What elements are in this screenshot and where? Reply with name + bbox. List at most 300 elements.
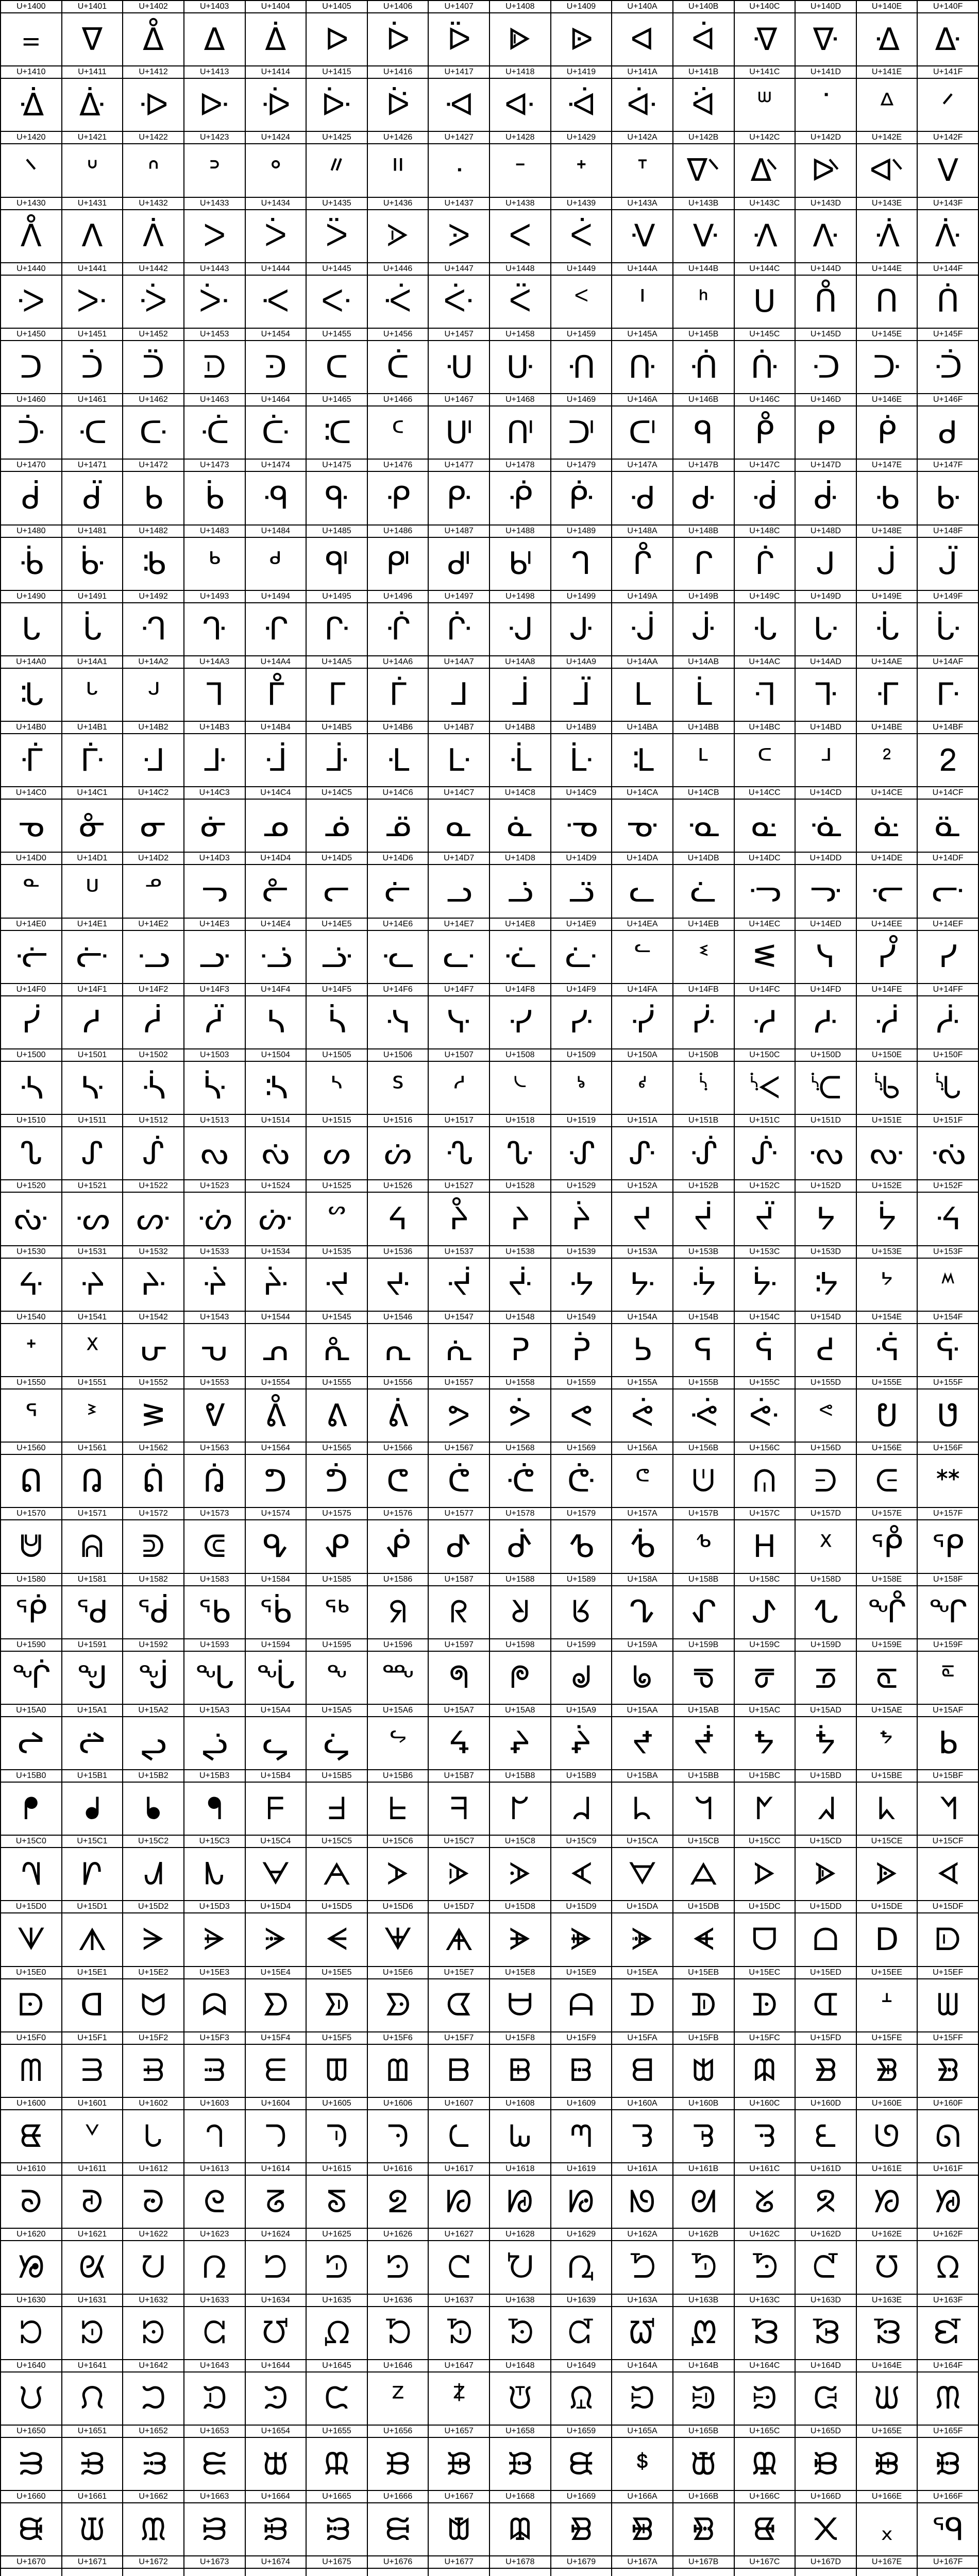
codepoint-label: U+14EC — [735, 919, 795, 931]
char-cell — [429, 2295, 490, 2360]
char-glyph: ᕵ — [324, 1528, 350, 1565]
codepoint-label: U+1502 — [123, 1049, 183, 1062]
char-cell — [62, 1, 124, 66]
char-glyph: ᙂ — [141, 2380, 166, 2417]
char-cell — [490, 329, 551, 394]
char-glyph: ᘘ — [507, 2183, 533, 2220]
codepoint-label: U+15DD — [796, 1901, 856, 1913]
char-cell — [490, 460, 551, 525]
codepoint-label: U+1569 — [551, 1443, 612, 1455]
char-cell — [429, 526, 490, 591]
char-glyph: ᖌ — [751, 1594, 778, 1631]
char-glyph — [612, 2569, 672, 2576]
char-glyph: ᖅ — [324, 1594, 350, 1631]
codepoint-label: U+1608 — [490, 2098, 550, 2110]
char-glyph: ᗀ — [21, 1856, 42, 1892]
char-glyph: ᕗ — [447, 1397, 470, 1434]
char-cell — [735, 853, 796, 918]
char-glyph: ᑡ — [77, 414, 107, 451]
char-cell — [796, 1115, 857, 1180]
char-cell — [123, 722, 184, 787]
codepoint-label: U+1507 — [429, 1049, 489, 1062]
codepoint-label: U+157E — [857, 1508, 917, 1520]
codepoint-label: U+145F — [918, 329, 978, 341]
char-glyph: ᑦ — [391, 414, 405, 451]
codepoint-label: U+1459 — [551, 329, 612, 341]
char-cell — [673, 1770, 735, 1836]
char-cell — [123, 1705, 184, 1770]
codepoint-label: U+144D — [796, 263, 856, 276]
char-glyph: ᓩ — [565, 939, 597, 975]
char-glyph: ᔍ — [809, 1070, 842, 1106]
codepoint-label: U+14CE — [857, 787, 917, 800]
char-cell — [918, 460, 979, 525]
codepoint-label: U+167B — [673, 2556, 734, 2569]
char-cell — [796, 2098, 857, 2163]
codepoint-label: U+166B — [673, 2491, 734, 2503]
char-cell — [246, 66, 307, 132]
codepoint-label: U+164C — [735, 2360, 795, 2372]
char-glyph: ᔰ — [19, 1266, 43, 1303]
char-glyph: ᖊ — [629, 1594, 655, 1631]
char-glyph: ᙔ — [263, 2446, 289, 2482]
char-glyph — [246, 2569, 306, 2576]
codepoint-label: U+15C3 — [184, 1836, 245, 1848]
codepoint-label: U+15E8 — [490, 1967, 550, 1979]
char-glyph: ᖛ — [692, 1659, 715, 1696]
char-glyph: ᘤ — [264, 2249, 288, 2285]
char-glyph: ᖰ — [23, 1790, 39, 1827]
codepoint-label: U+1615 — [307, 2163, 367, 2176]
char-cell — [307, 2163, 368, 2229]
char-glyph: ᕫ — [691, 1463, 715, 1499]
char-cell — [796, 1901, 857, 1967]
char-cell — [735, 1246, 796, 1312]
codepoint-label: U+1455 — [307, 329, 367, 341]
char-glyph: ᓐ — [22, 873, 41, 910]
codepoint-label: U+14F7 — [429, 984, 489, 996]
char-cell — [735, 2426, 796, 2491]
char-cell — [857, 984, 918, 1049]
char-cell — [123, 1901, 184, 1967]
codepoint-label: U+15BC — [735, 1770, 795, 1783]
codepoint-label: U+14BC — [735, 722, 795, 734]
char-cell — [1, 2360, 62, 2426]
codepoint-label: U+1545 — [307, 1312, 367, 1324]
char-glyph: ᑅ — [321, 283, 352, 320]
char-glyph: ᗏ — [936, 1856, 959, 1892]
char-glyph: ᙤ — [263, 2511, 289, 2548]
codepoint-label: U+15D2 — [123, 1901, 183, 1913]
char-glyph: ᘰ — [19, 2315, 43, 2351]
codepoint-label: U+15CB — [673, 1836, 734, 1848]
char-glyph: ᐼ — [751, 218, 778, 255]
char-cell — [246, 1180, 307, 1246]
chart-row — [1, 2360, 979, 2426]
char-glyph: ᗐ — [16, 1922, 46, 1958]
codepoint-label: U+14E6 — [368, 919, 428, 931]
codepoint-label: U+14C2 — [123, 787, 183, 800]
char-glyph: ᕳ — [202, 1528, 226, 1565]
char-glyph: ᖈ — [511, 1594, 530, 1631]
char-glyph: ᐌ — [751, 21, 778, 58]
codepoint-label: U+150A — [612, 1049, 672, 1062]
char-glyph: ᙝ — [813, 2446, 838, 2482]
codepoint-label: U+1451 — [62, 329, 123, 341]
codepoint-label: U+1663 — [184, 2491, 245, 2503]
char-glyph: ᑂ — [138, 283, 168, 320]
char-glyph: ᒻ — [697, 742, 710, 778]
char-cell — [612, 132, 673, 197]
char-cell — [62, 919, 124, 984]
char-glyph: ᐉ — [569, 21, 594, 58]
codepoint-label: U+1444 — [246, 263, 306, 276]
char-glyph: ᗞ — [874, 1922, 899, 1958]
codepoint-label: U+1668 — [490, 2491, 550, 2503]
char-cell — [796, 2426, 857, 2491]
char-glyph: ᐬ — [750, 152, 779, 189]
char-cell — [123, 2360, 184, 2426]
char-cell — [123, 66, 184, 132]
char-glyph: ᒲ — [142, 742, 165, 778]
char-glyph: ᓳ — [205, 1004, 224, 1041]
char-cell — [612, 2360, 673, 2426]
char-cell — [551, 1967, 613, 2032]
char-cell — [918, 1508, 979, 1573]
char-cell — [612, 1049, 673, 1115]
char-glyph: ᑊ — [639, 283, 646, 320]
char-cell — [429, 263, 490, 329]
char-glyph: ᔩ — [571, 1200, 591, 1237]
char-glyph: ᘣ — [202, 2249, 227, 2285]
char-cell — [184, 1574, 246, 1639]
char-glyph: ᑄ — [260, 283, 291, 320]
codepoint-label: U+1575 — [307, 1508, 367, 1520]
codepoint-label: U+159E — [857, 1639, 917, 1652]
char-glyph: ᑆ — [383, 283, 413, 320]
char-cell — [735, 1, 796, 66]
char-cell — [673, 2295, 735, 2360]
char-cell — [307, 1180, 368, 1246]
codepoint-label: U+142E — [857, 132, 917, 144]
char-glyph: ᗖ — [383, 1922, 413, 1958]
char-cell — [62, 984, 124, 1049]
char-glyph — [307, 2569, 367, 2576]
codepoint-label: U+1519 — [551, 1115, 612, 1127]
codepoint-label: U+1518 — [490, 1115, 550, 1127]
char-glyph: ᒶ — [386, 742, 410, 778]
codepoint-label: U+152D — [796, 1180, 856, 1193]
char-cell — [123, 787, 184, 853]
char-glyph: ᕱ — [80, 1528, 104, 1565]
char-glyph: ᗮ — [881, 1987, 893, 2024]
char-cell — [307, 2032, 368, 2098]
codepoint-label: U+14B1 — [62, 722, 123, 734]
codepoint-label: U+1488 — [490, 526, 550, 538]
char-cell — [368, 2032, 429, 2098]
char-glyph: ᒑ — [82, 611, 102, 648]
char-glyph: ᔯ — [935, 1200, 961, 1237]
char-cell — [1, 984, 62, 1049]
char-glyph: ᔼ — [752, 1266, 778, 1303]
codepoint-label: U+1448 — [490, 263, 550, 276]
codepoint-label: U+14D5 — [307, 853, 367, 865]
char-cell — [184, 2491, 246, 2556]
char-cell — [612, 2295, 673, 2360]
codepoint-label: U+1541 — [62, 1312, 123, 1324]
codepoint-label: U+1632 — [123, 2295, 183, 2307]
char-glyph: ᐱ — [81, 218, 103, 255]
char-glyph: ᗟ — [935, 1922, 961, 1958]
char-glyph: ᐗ — [444, 87, 474, 123]
char-cell — [123, 591, 184, 656]
char-glyph: ᕌ — [755, 1332, 774, 1368]
codepoint-label: U+1447 — [429, 263, 489, 276]
char-cell — [857, 2556, 918, 2576]
char-glyph: ᙀ — [19, 2380, 43, 2417]
char-cell — [1, 1115, 62, 1180]
codepoint-label: U+143D — [796, 198, 856, 210]
char-cell — [673, 2491, 735, 2556]
char-cell — [857, 198, 918, 263]
codepoint-label: U+145B — [673, 329, 734, 341]
codepoint-label: U+14E9 — [551, 919, 612, 931]
codepoint-label: U+164D — [796, 2360, 856, 2372]
char-cell — [246, 2163, 307, 2229]
char-cell — [429, 198, 490, 263]
char-cell — [612, 2032, 673, 2098]
char-glyph: ᓛ — [690, 873, 717, 910]
codepoint-label: U+1417 — [429, 66, 489, 79]
char-glyph: ᕅ — [322, 1332, 351, 1368]
char-glyph: ᐾ — [874, 218, 900, 255]
codepoint-label: U+158B — [673, 1574, 734, 1586]
codepoint-label: U+14B7 — [429, 722, 489, 734]
chart-row — [1, 66, 979, 132]
char-cell — [123, 1443, 184, 1508]
codepoint-label: U+14A2 — [123, 656, 183, 669]
codepoint-label: U+1508 — [490, 1049, 550, 1062]
chart-row — [1, 1377, 979, 1443]
codepoint-label: U+15AF — [918, 1705, 978, 1717]
char-glyph: ᕾ — [870, 1528, 903, 1565]
char-glyph: ᔆ — [391, 1070, 404, 1106]
char-glyph: ᙢ — [140, 2511, 166, 2548]
char-cell — [123, 1508, 184, 1573]
char-glyph: ᘮ — [875, 2249, 899, 2285]
char-glyph: ᓎ — [873, 807, 900, 844]
chart-row — [1, 132, 979, 197]
char-glyph: ᗾ — [875, 2053, 898, 2089]
codepoint-label: U+15FE — [857, 2032, 917, 2045]
char-glyph: ᖜ — [753, 1659, 776, 1696]
codepoint-label: U+1631 — [62, 2295, 123, 2307]
char-glyph: ᘥ — [325, 2249, 349, 2285]
codepoint-label: U+1672 — [123, 2556, 183, 2569]
codepoint-label: U+14CA — [612, 787, 672, 800]
char-cell — [551, 591, 613, 656]
codepoint-label: U+1677 — [429, 2556, 489, 2569]
char-glyph: ᐈ — [509, 21, 532, 58]
codepoint-label: U+15A4 — [246, 1705, 306, 1717]
char-glyph: ᗁ — [82, 1856, 103, 1892]
codepoint-label: U+165C — [735, 2426, 795, 2438]
char-cell — [62, 2295, 124, 2360]
char-cell — [796, 1246, 857, 1312]
char-cell — [612, 591, 673, 656]
codepoint-label: U+14B9 — [551, 722, 612, 734]
chart-row — [1, 591, 979, 656]
char-cell — [123, 1574, 184, 1639]
codepoint-label: U+1659 — [551, 2426, 612, 2438]
char-cell — [429, 1705, 490, 1770]
char-cell — [368, 1967, 429, 2032]
char-glyph: ᘷ — [445, 2315, 472, 2351]
codepoint-label: U+1566 — [368, 1443, 428, 1455]
char-cell — [490, 919, 551, 984]
codepoint-label: U+14FC — [735, 984, 795, 996]
char-cell — [612, 1508, 673, 1573]
char-cell — [62, 1312, 124, 1377]
codepoint-label: U+1458 — [490, 329, 550, 341]
char-cell — [673, 263, 735, 329]
chart-row — [1, 1443, 979, 1508]
char-cell — [490, 1180, 551, 1246]
char-glyph: ᖠ — [18, 1725, 44, 1761]
char-cell — [307, 1967, 368, 2032]
char-cell — [368, 1246, 429, 1312]
char-cell — [673, 591, 735, 656]
char-glyph: ᙭ — [813, 2511, 839, 2548]
codepoint-label: U+147A — [612, 460, 672, 472]
codepoint-label: U+14A6 — [368, 656, 428, 669]
codepoint-label: U+155D — [796, 1377, 856, 1389]
char-glyph: ᖶ — [389, 1790, 407, 1827]
codepoint-label: U+1500 — [1, 1049, 61, 1062]
codepoint-label: U+1466 — [368, 394, 428, 406]
codepoint-label: U+140E — [857, 1, 917, 13]
char-glyph: ᒍ — [816, 546, 836, 582]
codepoint-label: U+151D — [796, 1115, 856, 1127]
char-cell — [307, 526, 368, 591]
codepoint-label: U+1596 — [368, 1639, 428, 1652]
char-glyph: ᔟ — [930, 1135, 966, 1172]
char-cell — [857, 1639, 918, 1705]
char-glyph: ᑿ — [935, 480, 961, 516]
codepoint-label: U+15CD — [796, 1836, 856, 1848]
char-glyph: ᒥ — [328, 676, 346, 713]
char-cell — [184, 1377, 246, 1443]
char-glyph — [1, 2569, 61, 2576]
codepoint-label: U+159F — [918, 1639, 978, 1652]
char-glyph: ᕕ — [326, 1397, 347, 1434]
char-glyph: ᑜ — [751, 349, 779, 385]
char-glyph: ᙃ — [202, 2380, 227, 2417]
char-glyph: ᖽ — [816, 1790, 835, 1827]
char-cell — [429, 1836, 490, 1901]
char-cell — [307, 1, 368, 66]
codepoint-label: U+1428 — [490, 132, 550, 144]
char-glyph: ᓵ — [327, 1004, 346, 1041]
char-cell — [857, 1, 918, 66]
char-glyph: ᖖ — [381, 1659, 415, 1696]
codepoint-label: U+1599 — [551, 1639, 612, 1652]
char-cell — [307, 1508, 368, 1573]
codepoint-label: U+167A — [612, 2556, 672, 2569]
char-glyph: ᒜ — [752, 611, 778, 648]
char-glyph: ᓀ — [18, 807, 44, 844]
chart-row — [1, 853, 979, 918]
char-glyph: ᐳ — [203, 218, 226, 255]
char-glyph: ᕝ — [818, 1397, 834, 1434]
char-cell — [184, 919, 246, 984]
char-glyph — [184, 2569, 245, 2576]
char-glyph: ᖙ — [571, 1659, 592, 1696]
codepoint-label: U+15E9 — [551, 1967, 612, 1979]
char-glyph: ᖺ — [633, 1790, 652, 1827]
char-glyph: ᖦ — [389, 1725, 408, 1761]
char-cell — [857, 1770, 918, 1836]
char-glyph: ᗼ — [753, 2053, 776, 2089]
char-cell — [184, 1705, 246, 1770]
char-cell — [490, 132, 551, 197]
char-cell — [673, 2556, 735, 2576]
char-glyph: ᗓ — [203, 1922, 226, 1958]
char-cell — [368, 132, 429, 197]
codepoint-label: U+1570 — [1, 1508, 61, 1520]
char-glyph: ᘱ — [80, 2315, 104, 2351]
codepoint-label: U+1456 — [368, 329, 428, 341]
char-glyph: ᒄ — [269, 546, 282, 582]
char-glyph: ᒭ — [814, 676, 838, 713]
char-glyph: ᔗ — [445, 1135, 473, 1172]
char-glyph: ᑳ — [205, 480, 225, 516]
codepoint-label: U+1413 — [184, 66, 245, 79]
codepoint-label: U+162F — [918, 2229, 978, 2241]
char-cell — [307, 1836, 368, 1901]
char-glyph: ᔽ — [813, 1266, 838, 1303]
codepoint-label: U+162D — [796, 2229, 856, 2241]
char-glyph: ᓊ — [626, 807, 659, 844]
char-glyph: ᑭ — [816, 414, 836, 451]
char-cell — [490, 1705, 551, 1770]
char-glyph: ᘹ — [568, 2315, 595, 2351]
char-glyph: ᐓ — [198, 87, 230, 123]
char-glyph: ᙁ — [80, 2380, 105, 2417]
char-cell — [123, 2491, 184, 2556]
char-cell — [246, 1901, 307, 1967]
codepoint-label: U+14C7 — [429, 787, 489, 800]
char-cell — [1, 2098, 62, 2163]
chart-row — [1, 460, 979, 525]
char-cell — [612, 1705, 673, 1770]
char-glyph: ᐡ — [86, 152, 98, 189]
chart-row — [1, 263, 979, 329]
char-glyph: ᐊ — [630, 21, 654, 58]
codepoint-label: U+153F — [918, 1246, 978, 1259]
char-glyph: ᔧ — [449, 1200, 469, 1237]
char-glyph: ᓕ — [323, 873, 350, 910]
codepoint-label: U+15EA — [612, 1967, 672, 1979]
codepoint-label: U+1412 — [123, 66, 183, 79]
char-glyph: ᐀ — [22, 21, 40, 58]
char-glyph: ᘾ — [872, 2315, 901, 2351]
codepoint-label: U+1655 — [307, 2426, 367, 2438]
codepoint-label: U+15AD — [796, 1705, 856, 1717]
codepoint-label: U+15EC — [735, 1967, 795, 1979]
codepoint-label: U+14B5 — [307, 722, 367, 734]
char-glyph: ᙊ — [630, 2380, 655, 2417]
